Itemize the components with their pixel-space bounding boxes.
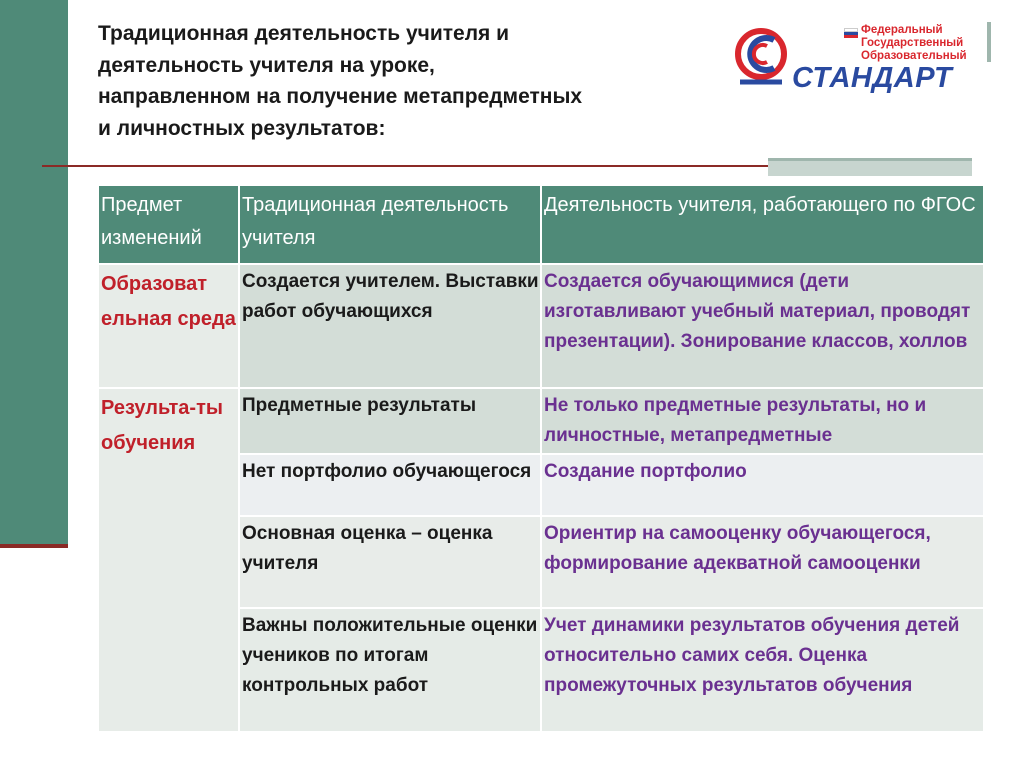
left-accent-bar (0, 0, 68, 547)
fgos-logo (734, 22, 967, 96)
traditional-cell: Создается учителем. Выставки работ обучающихся (239, 264, 541, 388)
header-traditional: Традиционная деятельность учителя (239, 185, 541, 264)
table-row (98, 264, 984, 388)
subject-environment: Образоват ельная среда (98, 264, 239, 388)
traditional-cell: Важны положительные оценки учеников по итогам контрольных работ (239, 608, 541, 732)
traditional-cell: Нет портфолио обучающегося (239, 454, 541, 516)
logo-line-federal: Федеральный (861, 24, 943, 36)
logo-line-state: Государственный (861, 37, 964, 49)
traditional-cell: Основная оценка – оценка учителя (239, 516, 541, 608)
russian-flag-icon (844, 28, 858, 37)
logo-caption (861, 24, 967, 63)
traditional-cell: Предметные результаты (239, 388, 541, 454)
fgos-cell: Создается обучающимися (дети изготавливают учебный материал, проводят презентации). Зонирование классов, холлов (541, 264, 984, 388)
fgos-cell: Учет динамики результатов обучения детей относительно самих себя. Оценка промежуточных результатов обучения (541, 608, 984, 732)
subject-results: Результа-ты обучения (98, 388, 239, 732)
right-accent-notch (987, 22, 991, 62)
header-fgos: Деятельность учителя, работающего по ФГОС (541, 185, 984, 264)
logo-line-educational: Образовательный (861, 50, 967, 62)
fgos-logo-icon (734, 24, 792, 90)
left-accent-underline (0, 544, 68, 548)
comparison-table (97, 184, 985, 733)
table-header-row (98, 185, 984, 264)
fgos-cell: Ориентир на самооценку обучающегося, формирование адекватной самооценки (541, 516, 984, 608)
slide-title: Традиционная деятельность учителя и деятельность учителя на уроке, направленном на получение метапредметных и личностных результатов: (98, 22, 583, 140)
table-row (98, 388, 984, 454)
fgos-cell: Создание портфолио (541, 454, 984, 516)
logo-brand: СТАНДАРТ (792, 62, 953, 94)
header-subject: Предмет изменений (98, 185, 239, 264)
divider-gray-block-edge (768, 158, 972, 161)
fgos-cell: Не только предметные результаты, но и личностные, метапредметные (541, 388, 984, 454)
